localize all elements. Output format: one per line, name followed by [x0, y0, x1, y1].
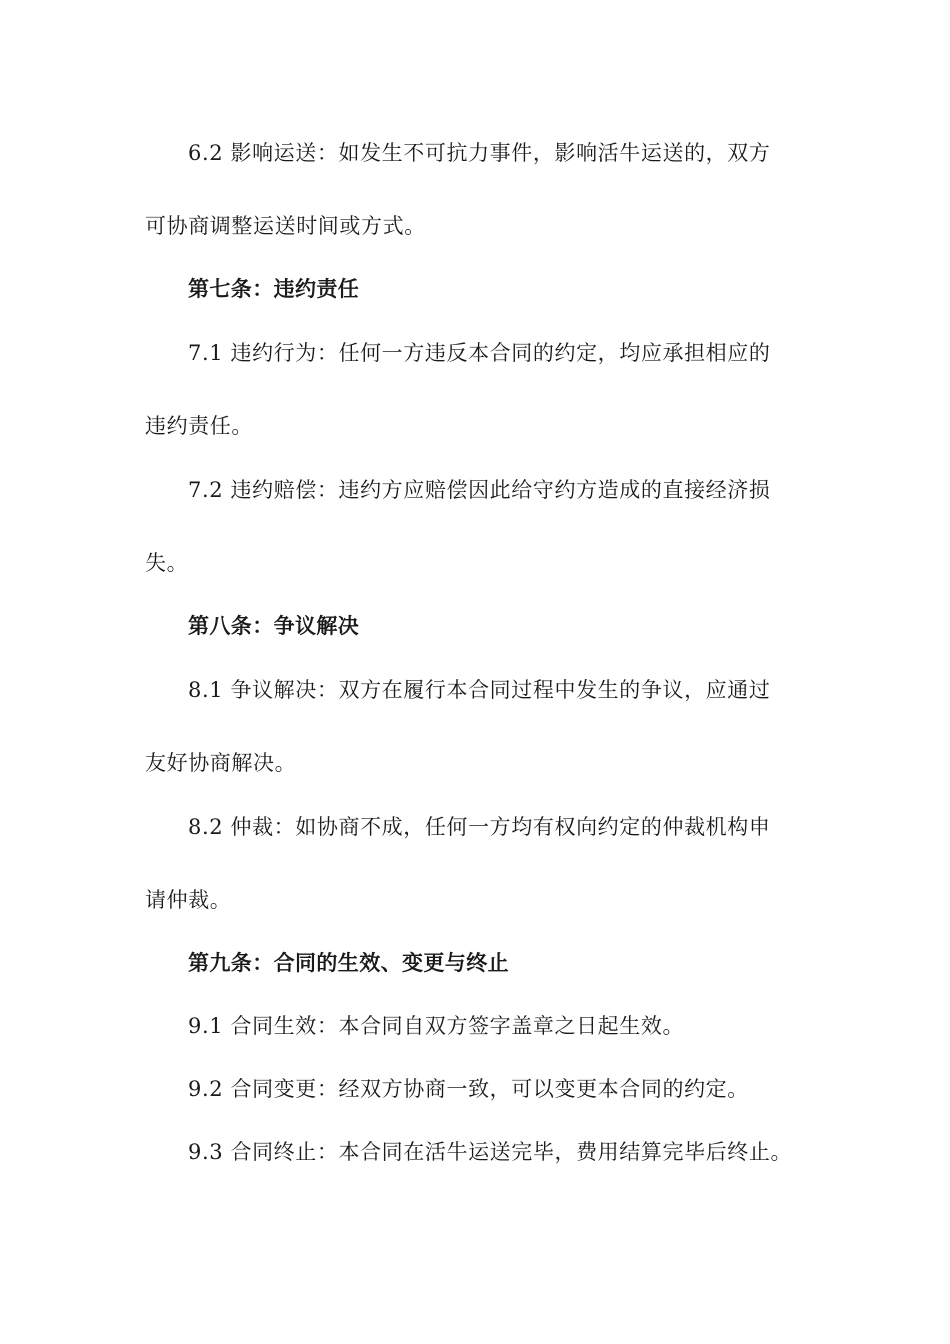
clause-8-1-line-1: 8.1 争议解决：双方在履行本合同过程中发生的争议，应通过: [188, 678, 771, 702]
clause-7-2-line-2: 失。: [145, 551, 189, 575]
clause-6-2-line-2: 可协商调整运送时间或方式。: [145, 214, 426, 238]
article-7-heading: 第七条：违约责任: [188, 277, 360, 301]
clause-7-1-line-2: 违约责任。: [145, 414, 253, 438]
article-8-heading: 第八条：争议解决: [188, 614, 360, 638]
clause-8-2-line-1: 8.2 仲裁：如协商不成，任何一方均有权向约定的仲裁机构申: [188, 815, 771, 839]
clause-8-1-line-2: 友好协商解决。: [145, 751, 297, 775]
clause-8-2-line-2: 请仲裁。: [145, 888, 232, 912]
clause-9-2: 9.2 合同变更：经双方协商一致，可以变更本合同的约定。: [188, 1077, 749, 1101]
clause-9-1: 9.1 合同生效：本合同自双方签字盖章之日起生效。: [188, 1014, 685, 1038]
clause-7-2-line-1: 7.2 违约赔偿：违约方应赔偿因此给守约方造成的直接经济损: [188, 478, 771, 502]
clause-7-1-line-1: 7.1 违约行为：任何一方违反本合同的约定，均应承担相应的: [188, 341, 771, 365]
clause-9-3: 9.3 合同终止：本合同在活牛运送完毕，费用结算完毕后终止。: [188, 1140, 793, 1164]
article-9-heading: 第九条：合同的生效、变更与终止: [188, 951, 509, 975]
clause-6-2-line-1: 6.2 影响运送：如发生不可抗力事件，影响活牛运送的，双方: [188, 141, 771, 165]
